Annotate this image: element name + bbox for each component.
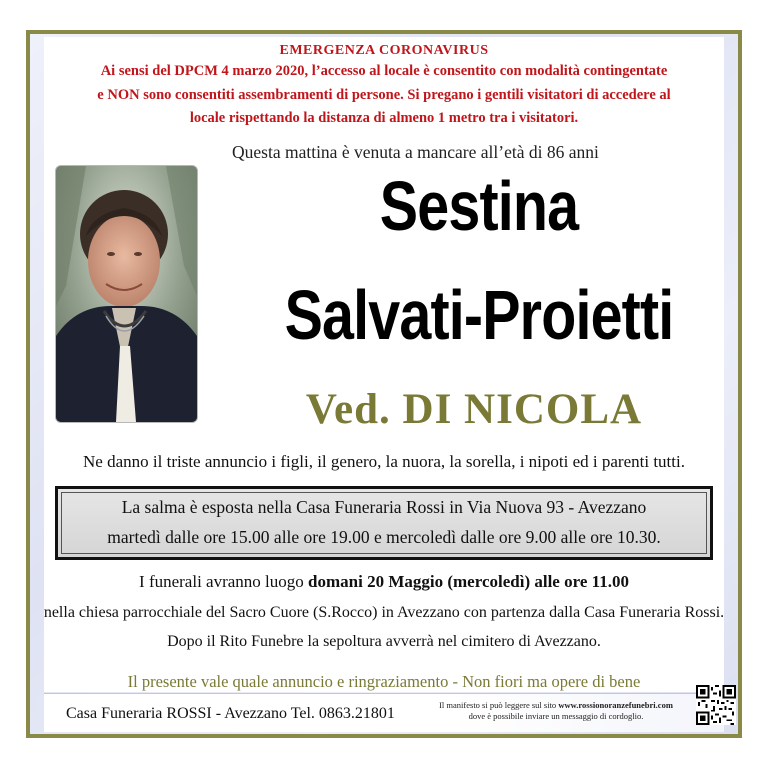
qr-code-icon[interactable]: [696, 685, 736, 725]
website-link[interactable]: www.rossionoranzefunebri.com: [558, 700, 673, 710]
portrait-photo: [55, 165, 198, 423]
funeral-line-2: nella chiesa parrocchiale del Sacro Cuore (S.Rocco) in Avezzano con partenza dalla Casa Funeraria Rossi.: [43, 604, 725, 621]
viewing-line-1: La salma è esposta nella Casa Funeraria Rossi in Via Nuova 93 - Avezzano: [121, 497, 647, 517]
funeral-line-1-prefix: I funerali avranno luogo: [139, 572, 309, 591]
agency-contact: Casa Funeraria ROSSI - Avezzano Tel. 0863.21801: [66, 705, 395, 722]
portrait-image: [56, 166, 197, 422]
viewing-line-2: martedì dalle ore 15.00 alle ore 19.00 e mercoledì dalle ore 9.00 alle ore 10.30.: [107, 527, 661, 547]
deceased-surname: Salvati-Proietti: [284, 276, 674, 354]
website-prefix: Il manifesto si può leggere sul sito: [439, 700, 559, 710]
funeral-date-time: domani 20 Maggio (mercoledì) alle ore 11.00: [308, 572, 629, 591]
website-note: [420, 700, 692, 722]
funeral-line-3: Dopo il Rito Funebre la sepoltura avverrà nel cimitero di Avezzano.: [167, 633, 601, 650]
qr-code-graphic: [696, 685, 736, 725]
emergency-title: EMERGENZA CORONAVIRUS: [279, 43, 489, 58]
announcement-text: Ne danno il triste annuncio i figli, il genero, la nuora, la sorella, i nipoti ed i parenti tutti.: [83, 452, 685, 471]
intro-text: Questa mattina è venuta a mancare all’età di 86 anni: [232, 142, 599, 162]
funeral-line-1: [0, 572, 768, 592]
closing-notice: Il presente vale quale annuncio e ringraziamento - Non fiori ma opere di bene: [127, 672, 641, 691]
viewing-box: [55, 486, 713, 560]
website-suffix: dove è possibile inviare un messaggio di cordoglio.: [468, 711, 644, 721]
emergency-line-1: Ai sensi del DPCM 4 marzo 2020, l’accesso al locale è consentito con modalità contingentate: [100, 63, 668, 79]
deceased-first-name: Sestina: [379, 167, 579, 245]
widow-of: Ved. DI NICOLA: [305, 386, 643, 433]
emergency-line-3: locale rispettando la distanza di almeno 1 metro tra i visitatori.: [189, 110, 579, 126]
emergency-line-2: e NON sono consentiti assembramenti di persone. Si pregano i gentili visitatori di accedere al: [97, 87, 671, 103]
